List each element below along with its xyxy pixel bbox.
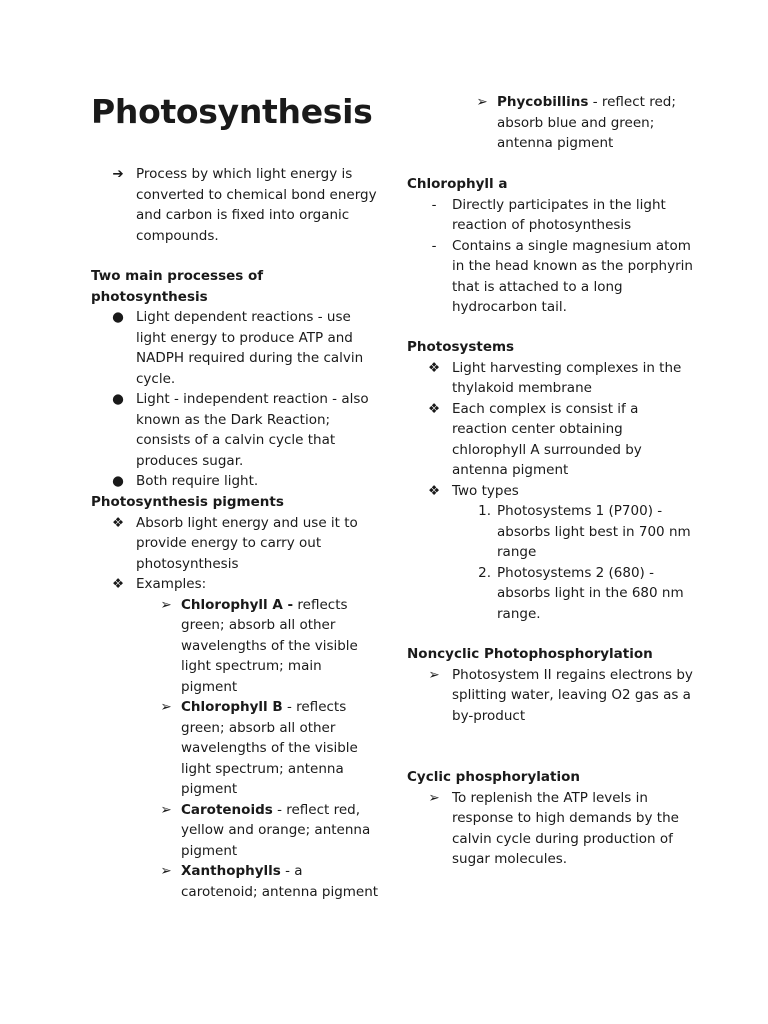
list-item	[91, 574, 381, 902]
processes-list	[91, 307, 381, 492]
chlorophyll-a-list	[407, 195, 697, 318]
page-title: Photosynthesis	[91, 92, 373, 131]
noncyclic-section	[407, 644, 697, 726]
list-item	[91, 697, 381, 800]
diamond-bullet-icon: ❖	[427, 482, 441, 499]
list-item	[91, 389, 381, 471]
list-item	[407, 236, 697, 318]
arrowhead-bullet-icon: ➢	[160, 699, 172, 715]
pigment-description: - a carotenoid; antenna pigment	[181, 863, 379, 900]
list-item-text: Both require light.	[136, 473, 259, 489]
list-item	[91, 800, 381, 862]
list-item-text: Examples:	[136, 576, 207, 592]
list-item-text: Two types	[452, 482, 519, 499]
list-item	[407, 399, 697, 481]
list-item	[407, 665, 697, 727]
pigment-description: reflects green; absorb all other wavelengths of the visible light spectrum; main pigment	[181, 596, 358, 695]
pigment-description: - reflect red; absorb blue and green; antenna pigment	[497, 94, 676, 151]
arrowhead-bullet-icon: ➢	[428, 789, 440, 806]
arrowhead-bullet-icon: ➢	[476, 94, 488, 110]
list-item-text: Absorb light energy and use it to provide energy to carry out photosynthesis	[136, 514, 358, 572]
examples-list	[91, 595, 381, 903]
list-item	[91, 513, 381, 575]
photosystems-section	[407, 337, 697, 624]
list-item-text: Contains a single magnesium atom in the head known as the porphyrin that is attached to a long hydrocarbon tail.	[452, 237, 693, 315]
list-number: 2.	[478, 564, 491, 581]
list-item	[407, 195, 697, 236]
diamond-bullet-icon: ❖	[427, 359, 441, 376]
list-item	[407, 501, 697, 563]
list-item-text: To replenish the ATP levels in response to high demands by the calvin cycle during production of sugar molecules.	[452, 789, 679, 867]
diamond-bullet-icon: ❖	[111, 514, 125, 531]
section-heading: Noncyclic Photophosphorylation	[407, 646, 653, 662]
dash-bullet-icon: -	[431, 196, 437, 213]
pigment-description: - reflect red, yellow and orange; antenna pigment	[181, 801, 371, 859]
pigment-name: Phycobillins	[497, 94, 589, 110]
chlorophyll-a-section	[407, 174, 697, 318]
pigment-name: Chlorophyll B	[181, 699, 283, 715]
two-processes-section	[91, 266, 381, 492]
cyclic-list	[407, 788, 697, 870]
list-item-text: Light dependent reactions - use light energy to produce ATP and NADPH required during the calvin cycle.	[136, 309, 364, 387]
section-heading: Photosystems	[407, 339, 515, 355]
section-heading: Chlorophyll a	[407, 176, 508, 192]
list-item	[91, 164, 381, 246]
list-item	[407, 788, 697, 870]
list-item-text: Photosystems 1 (P700) - absorbs light best in 700 nm range	[497, 503, 691, 560]
list-item-text: Photosystem II regains electrons by splitting water, leaving O2 gas as a by-product	[452, 666, 693, 724]
arrow-bullet-icon: ➔	[112, 166, 124, 182]
pigment-name: Xanthophylls	[181, 863, 281, 879]
noncyclic-list	[407, 665, 697, 727]
list-item	[91, 307, 381, 389]
pigments-section	[91, 492, 381, 902]
arrowhead-bullet-icon: ➢	[160, 801, 172, 818]
pigments-list	[91, 513, 381, 903]
section-heading: Photosynthesis pigments	[91, 494, 284, 510]
intro-text: Process by which light energy is converted to chemical bond energy and carbon is fixed into organic compounds.	[136, 166, 377, 244]
list-item-text: Light harvesting complexes in the thylakoid membrane	[452, 359, 682, 396]
list-item-text: Each complex is consist if a reaction center obtaining chlorophyll A surrounded by antenna pigment	[452, 400, 642, 478]
list-item	[407, 481, 697, 625]
arrowhead-bullet-icon: ➢	[428, 666, 440, 683]
pigment-description: - reflects green; absorb all other wavelengths of the visible light spectrum; antenna pigment	[181, 699, 358, 797]
dash-bullet-icon: -	[431, 237, 437, 254]
list-item	[407, 358, 697, 399]
dot-bullet-icon: ●	[112, 309, 124, 325]
dot-bullet-icon: ●	[112, 473, 124, 489]
section-heading: Cyclic phosphorylation	[407, 769, 580, 785]
list-number: 1.	[478, 503, 491, 519]
pigment-name: Chlorophyll A -	[181, 596, 294, 613]
arrowhead-bullet-icon: ➢	[160, 596, 172, 613]
list-item	[407, 92, 697, 154]
diamond-bullet-icon: ❖	[111, 576, 125, 592]
list-item	[407, 563, 697, 625]
intro-list	[91, 164, 381, 246]
list-item	[91, 471, 381, 492]
list-item	[91, 595, 381, 698]
arrowhead-bullet-icon: ➢	[160, 863, 172, 879]
pigment-name: Carotenoids	[181, 801, 273, 818]
list-item-text: Light - independent reaction - also known as the Dark Reaction; consists of a calvin cycle that produces sugar.	[136, 391, 369, 469]
cyclic-section	[407, 767, 697, 870]
list-item	[91, 861, 381, 902]
examples-list-continued	[407, 92, 697, 154]
diamond-bullet-icon: ❖	[427, 400, 441, 417]
photosystems-list	[407, 358, 697, 625]
dot-bullet-icon: ●	[112, 391, 124, 407]
section-heading: Two main processes of photosynthesis	[91, 268, 264, 305]
list-item-text: Directly participates in the light reaction of photosynthesis	[452, 196, 666, 233]
photosystem-types-list	[407, 501, 697, 624]
list-item-text: Photosystems 2 (680) - absorbs light in the 680 nm range.	[497, 564, 684, 622]
